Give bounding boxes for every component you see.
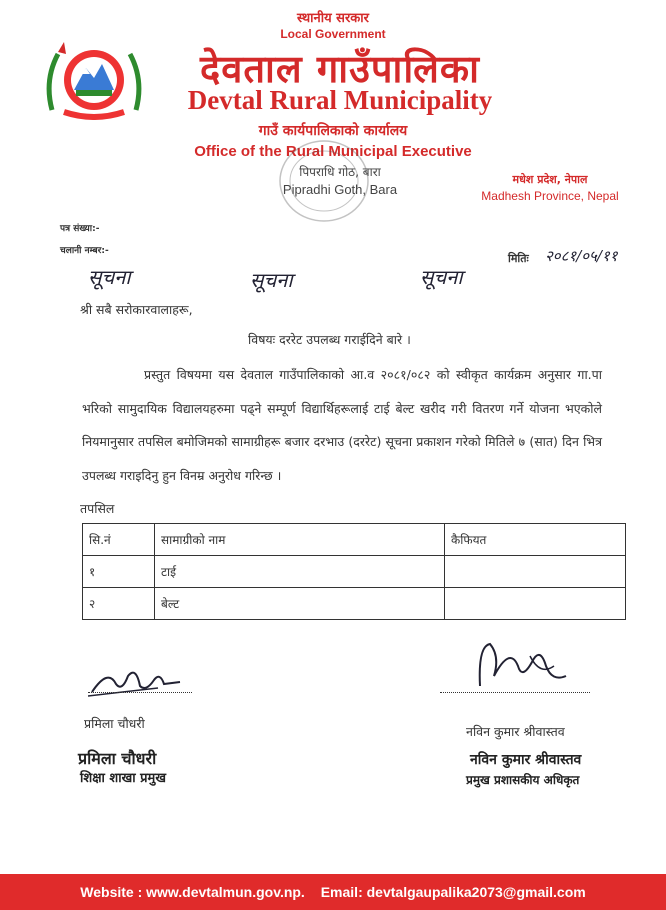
date-label: मितिः: [508, 252, 529, 265]
left-stamp-title: शिक्षा शाखा प्रमुख: [80, 771, 166, 786]
left-signature: [88, 662, 188, 702]
cell-remarks: [445, 588, 626, 620]
office-seal: [276, 138, 372, 224]
tapasil-label: तपसिल: [80, 501, 115, 516]
right-stamp-name: नविन कुमार श्रीवास्तव: [470, 752, 582, 768]
notice-word-1: सूचना: [88, 265, 131, 289]
left-stamp-name: प्रमिला चौधरी: [78, 749, 157, 768]
table-header-row: [83, 524, 626, 556]
office-name-en: Office of the Rural Municipal Executive: [194, 143, 472, 160]
date-value: २०८१/०५/११: [545, 247, 618, 265]
cell-remarks: [445, 556, 626, 588]
municipality-name-en: Devtal Rural Municipality: [187, 85, 493, 115]
local-government-np: स्थानीय सरकार: [297, 11, 369, 26]
notice-word-2: सूचना: [250, 268, 293, 292]
office-name-np: गाउँ कार्यपालिकाको कार्यालय: [258, 123, 408, 139]
municipality-name-np: देवताल गाउँपालिका: [200, 47, 480, 91]
address-np: पिपराधि गोठ, बारा: [299, 165, 381, 179]
salutation: श्री सबै सरोकारवालाहरू,: [80, 302, 193, 317]
items-table: [82, 523, 626, 620]
left-signatory-name: प्रमिला चौधरी: [84, 716, 145, 731]
left-signature-line: [88, 692, 192, 693]
footer-email[interactable]: Email: devtalgaupalika2073@gmail.com: [320, 884, 586, 900]
dispatch-number-label: चलानी नम्बर:-: [60, 246, 109, 256]
cell-item-name: बेल्ट: [155, 588, 445, 620]
footer-website[interactable]: Website : www.devtalmun.gov.np.: [80, 884, 305, 900]
municipality-emblem: [44, 40, 144, 120]
table-row: [83, 556, 626, 588]
local-government-en: Local Government: [280, 27, 386, 41]
right-stamp-title: प्रमुख प्रशासकीय अधिकृत: [466, 773, 580, 787]
body-paragraph: प्रस्तुत विषयमा यस देवताल गाउँपालिकाको आ.व २०८१/०८२ को स्वीकृत कार्यक्रम अनुसार गा.पा भरिको सामुदायिक विद्यालयहरुमा पढ्ने सम्पूर्ण विद्यार्थिहरूलाई टाई बेल्ट खरीद गरी वितरण गर्ने योजना भएकोले नियमानुसार तपसिल बमोजिमको सामाग्रीहरू बजार दरभाउ (दररेट) सूचना प्रकाशन गरेको मितिले ७ (सात) दिन भित्र उपलब्ध गराइदिनु हुन विनम्र अनुरोध गरिन्छ ।: [82, 367, 602, 483]
right-signature-line: [440, 692, 590, 693]
cell-item-name: टाई: [155, 556, 445, 588]
subject-line: विषयः दररेट उपलब्ध गराईदिने बारे ।: [248, 332, 411, 347]
letter-number-label: पत्र संख्या:-: [60, 224, 100, 234]
right-signatory-name: नविन कुमार श्रीवास्तव: [466, 724, 565, 739]
address-en: Pipradhi Goth, Bara: [282, 182, 398, 197]
right-signature: [470, 636, 580, 696]
header-item-name: सामाग्रीको नाम: [155, 524, 445, 556]
cell-serial: २: [83, 588, 155, 620]
table-row: [83, 588, 626, 620]
notice-word-3: सूचना: [420, 265, 463, 289]
province-np: मधेश प्रदेश, नेपाल: [512, 173, 588, 186]
footer-bar: [0, 874, 666, 910]
province-en: Madhesh Province, Nepal: [481, 189, 619, 203]
cell-serial: १: [83, 556, 155, 588]
header-remarks: कैफियत: [445, 524, 626, 556]
header-serial: सि.नं: [83, 524, 155, 556]
